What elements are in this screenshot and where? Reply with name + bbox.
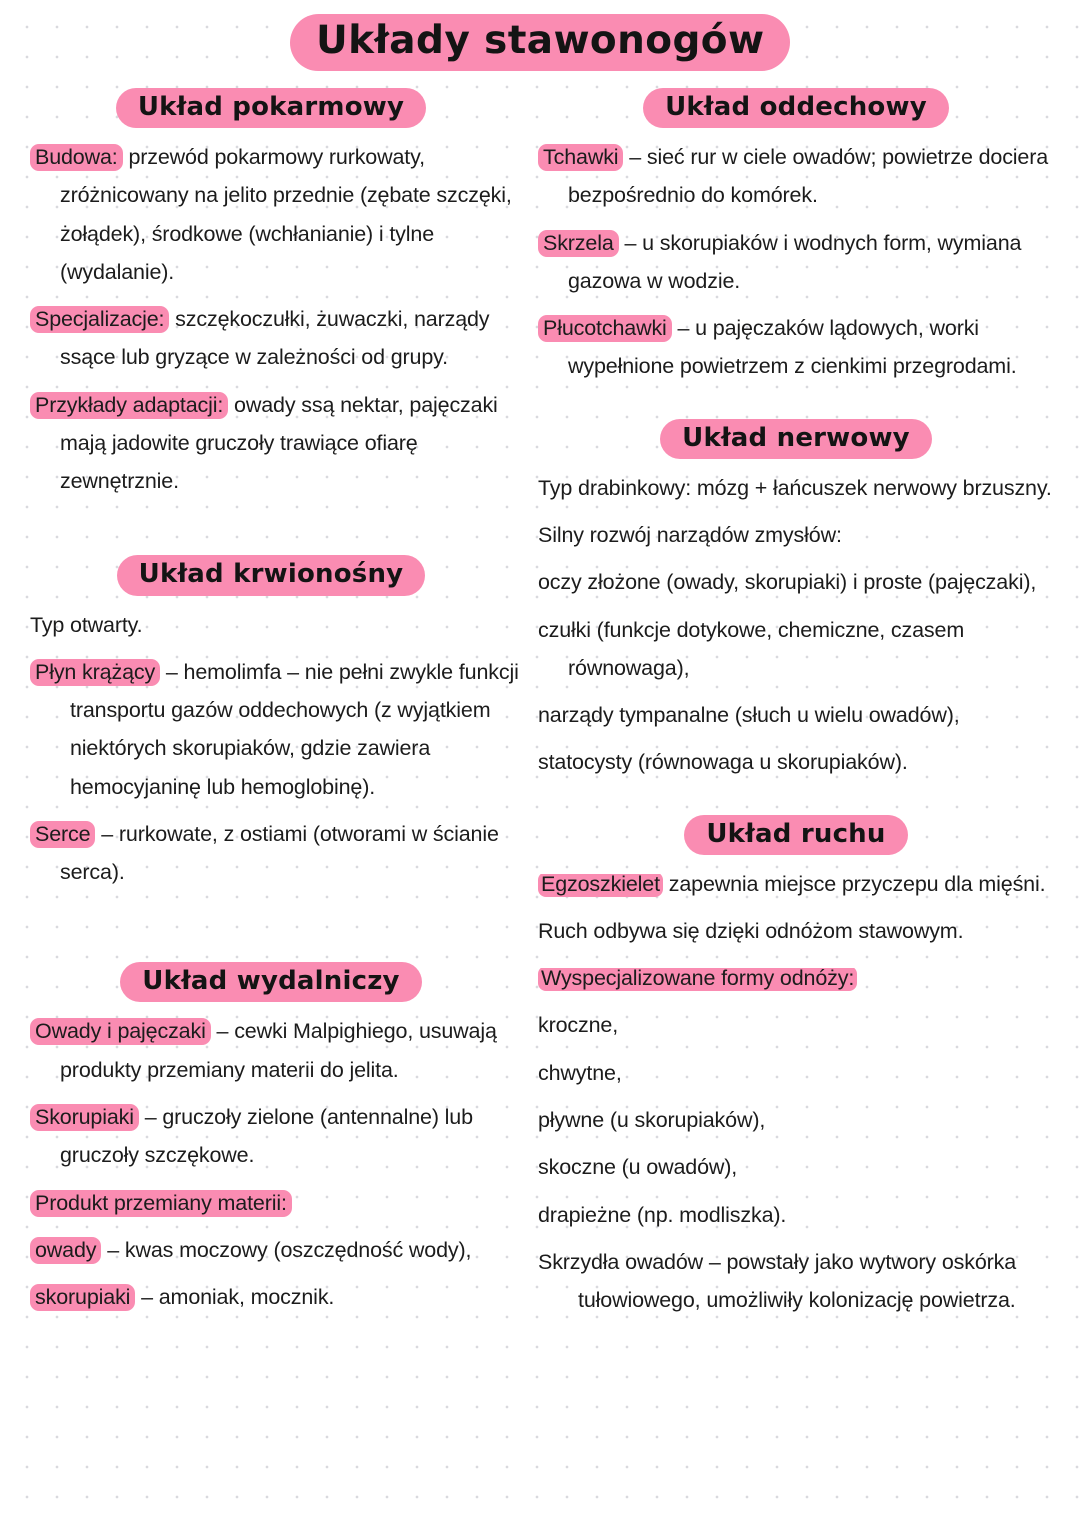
paragraph-ruch-odnoza-text: Ruch odbywa się dzięki odnóżom stawowym. [538, 918, 964, 943]
paragraph-skrzela-text: – u skorupiaków i wodnych form, wymiana gazowa w wodzie. [568, 230, 1022, 293]
list-item-plywne-text: pływne (u skorupiaków), [538, 1108, 766, 1133]
paragraph-serce-text: – rurkowate, z ostiami (otworami w ścianie serca). [60, 821, 499, 885]
paragraph-specjalizacje-text: szczękoczułki, żuwaczki, narządy ssące lub gryzące w zależności od grupy. [60, 307, 490, 370]
highlight-owady-i-pajeczaki: Owady i pajęczaki [30, 1018, 211, 1045]
paragraph-oczy-zlozone [530, 563, 1062, 601]
paragraph-przyklady-adaptacji-text: owady ssą nektar, pajęczaki mają jadowite gruczoły trawiące ofiarę zewnętrznie. [60, 392, 498, 494]
list-item-kroczne-text: kroczne, [538, 1013, 619, 1038]
section-header-uklad-krwionosny-wrap [22, 555, 520, 595]
spacer [530, 395, 1062, 419]
highlight-przyklady-adaptacji: Przykłady adaptacji: [30, 392, 228, 419]
highlight-skrzela: Skrzela [538, 230, 619, 257]
section-header-uklad-krwionosny: Układ krwionośny [117, 555, 426, 595]
right-column [520, 88, 1080, 1328]
list-item-skoczne-text: skoczne (u owadów), [538, 1155, 738, 1180]
paragraph-egzoszkielet-text: zapewnia miejsce przyczepu dla mięśni. [662, 871, 1046, 896]
spacer [22, 128, 520, 138]
paragraph-narzady-tympanalne [530, 696, 1062, 734]
section-header-uklad-nerwowy: Układ nerwowy [660, 419, 932, 459]
highlight-specjalizacje: Specjalizacje: [30, 306, 169, 333]
paragraph-skorupiaki-amoniak [22, 1278, 520, 1316]
paragraph-typ-drabinkowy [530, 469, 1062, 507]
paragraph-budowa-text: przewód pokarmowy rurkowaty, zróżnicowany na jelito przednie (zębate szczęki, żołądek), środkowe (wchłanianie) i tylne (wydalanie). [60, 145, 512, 284]
spacer [530, 128, 1062, 138]
section-header-uklad-ruchu-wrap [530, 815, 1062, 855]
page-title-wrap [0, 0, 1080, 71]
list-item-chwytne [530, 1054, 1062, 1092]
paragraph-owady-i-pajeczaki-text: – cewki Malpighiego, usuwają produkty przemiany materii do jelita. [60, 1019, 497, 1082]
paragraph-wyspecjalizowane-formy [530, 959, 1062, 997]
paragraph-skrzydla-owadow [530, 1243, 1062, 1320]
spacer [530, 855, 1062, 865]
paragraph-statocysty-text: statocysty (równowaga u skorupiaków). [538, 750, 908, 775]
paragraph-specjalizacje [22, 300, 520, 377]
highlight-plyn-krazacy: Płyn krążący [30, 659, 160, 686]
paragraph-produkt-przemiany-materii [22, 1184, 520, 1222]
highlight-wyspecjalizowane-formy-odnozy: Wyspecjalizowane formy odnóży: [538, 966, 857, 991]
highlight-egzoszkielet: Egzoszkielet [538, 872, 663, 897]
section-header-uklad-nerwowy-wrap [530, 419, 1062, 459]
left-column [0, 88, 520, 1325]
highlight-owady: owady [30, 1237, 101, 1264]
paragraph-skorupiaki-amoniak-text: – amoniak, mocznik. [135, 1285, 335, 1310]
highlight-serce: Serce [30, 821, 95, 848]
paragraph-statocysty [530, 743, 1062, 781]
section-header-uklad-oddechowy: Układ oddechowy [643, 88, 949, 128]
spacer [530, 459, 1062, 469]
list-item-drapiezne [530, 1196, 1062, 1234]
section-header-uklad-wydalniczy: Układ wydalniczy [120, 962, 421, 1002]
highlight-produkt-przemiany-materii: Produkt przemiany materii: [30, 1190, 292, 1217]
highlight-budowa: Budowa: [30, 144, 123, 171]
paragraph-skrzela [530, 224, 1062, 301]
list-item-chwytne-text: chwytne, [538, 1060, 622, 1085]
paragraph-typ-drabinkowy-text: Typ drabinkowy: mózg + łańcuszek nerwowy brzuszny. [538, 475, 1052, 500]
paragraph-silny-rozwoj-text: Silny rozwój narządów zmysłów: [538, 523, 842, 548]
paragraph-narzady-tympanalne-text: narządy tympanalne (słuch u wielu owadów), [538, 703, 960, 728]
paragraph-owady-i-pajeczaki [22, 1012, 520, 1089]
highlight-plucotchawki: Płucotchawki [538, 315, 672, 342]
paragraph-serce [22, 815, 520, 892]
paragraph-typ-otwarty-text: Typ otwarty. [30, 612, 143, 637]
paragraph-skrzydla-owadow-text: Skrzydła owadów – powstały jako wytwory oskórka tułowiowego, umożliwiły kolonizację powietrza. [538, 1249, 1017, 1313]
highlight-skorupiaki: skorupiaki [30, 1284, 135, 1311]
list-item-drapiezne-text: drapieżne (np. modliszka). [538, 1202, 787, 1227]
list-item-plywne [530, 1101, 1062, 1139]
paragraph-ruch-odnoza [530, 912, 1062, 950]
two-column-layout [0, 88, 1080, 1328]
section-header-uklad-pokarmowy-wrap [22, 88, 520, 128]
highlight-tchawki: Tchawki [538, 144, 623, 171]
paragraph-tchawki [530, 138, 1062, 215]
paragraph-egzoszkielet [530, 865, 1062, 903]
paragraph-przyklady-adaptacji [22, 386, 520, 501]
paragraph-oczy-zlozone-text: oczy złożone (owady, skorupiaki) i proste (pajęczaki), [538, 570, 1037, 595]
page-title: Układy stawonogów [289, 14, 790, 71]
paragraph-skorupiaki-wydalanie [22, 1098, 520, 1175]
paragraph-typ-otwarty [22, 606, 520, 644]
section-header-uklad-ruchu: Układ ruchu [684, 815, 907, 855]
paragraph-budowa [22, 138, 520, 291]
paragraph-silny-rozwoj [530, 516, 1062, 554]
spacer [22, 1002, 520, 1012]
paragraph-owady-kwas-moczowy [22, 1231, 520, 1269]
paragraph-czulki [530, 611, 1062, 688]
paragraph-skorupiaki-wydalanie-text: – gruczoły zielone (antennalne) lub gruczoły szczękowe. [60, 1105, 473, 1168]
highlight-skorupiaki-wydalanie: Skorupiaki [30, 1104, 139, 1131]
section-header-uklad-wydalniczy-wrap [22, 962, 520, 1002]
list-item-skoczne [530, 1148, 1062, 1186]
paragraph-plyn-krazacy [22, 653, 520, 806]
spacer [22, 596, 520, 606]
section-header-uklad-oddechowy-wrap [530, 88, 1062, 128]
list-item-kroczne [530, 1006, 1062, 1044]
spacer [22, 509, 520, 555]
paragraph-czulki-text: czułki (funkcje dotykowe, chemiczne, czasem równowaga), [538, 617, 965, 680]
spacer [530, 791, 1062, 815]
paragraph-plyn-krazacy-text: – hemolimfa – nie pełni zwykle funkcji transportu gazów oddechowych (z wyjątkiem niektórych skorupiaków, gdzie zawiera hemocyjaninę lub hemoglobinę). [70, 659, 519, 799]
section-header-uklad-pokarmowy: Układ pokarmowy [116, 88, 426, 128]
paragraph-owady-kwas-moczowy-text: – kwas moczowy (oszczędność wody), [101, 1237, 472, 1262]
paragraph-plucotchawki-text: – u pajęczaków lądowych, worki wypełnione powietrzem z cienkimi przegrodami. [568, 316, 1017, 379]
spacer [22, 900, 520, 962]
paragraph-tchawki-text: – sieć rur w ciele owadów; powietrze dociera bezpośrednio do komórek. [568, 145, 1049, 208]
paragraph-plucotchawki [530, 309, 1062, 386]
